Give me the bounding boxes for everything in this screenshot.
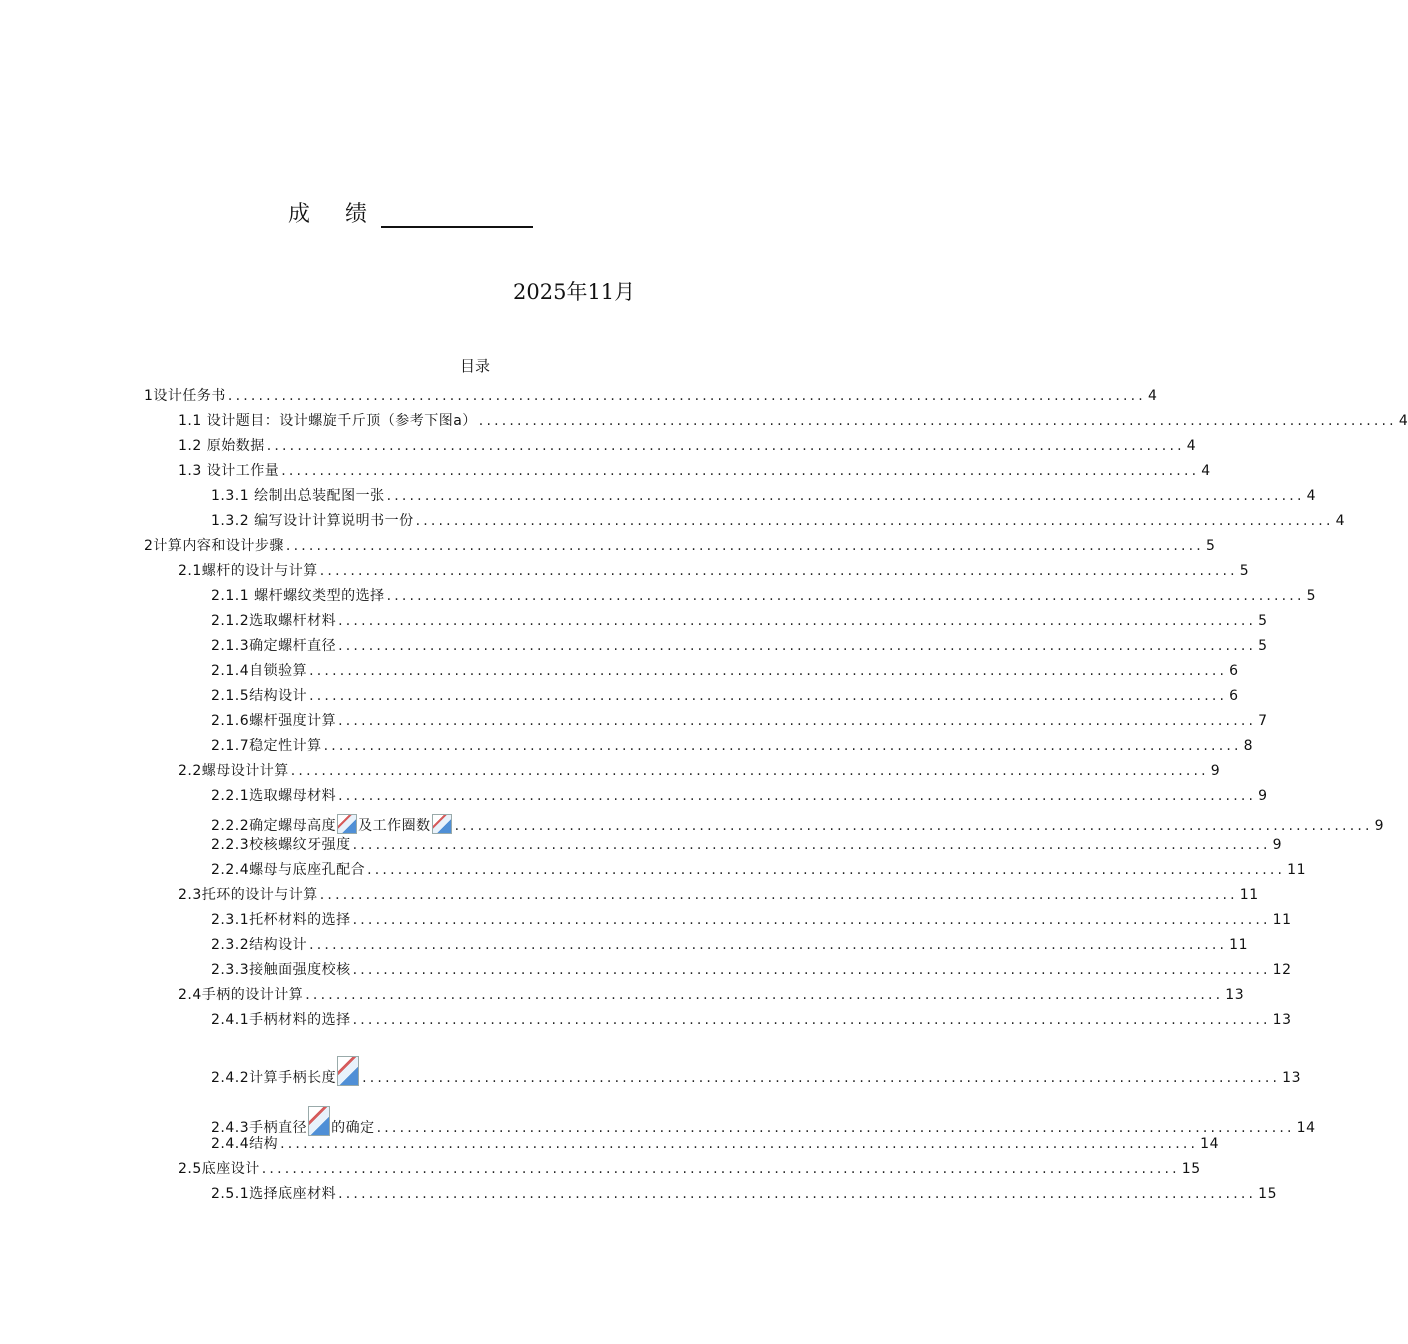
toc-entry[interactable] — [144, 537, 1216, 555]
toc-entry[interactable] — [211, 911, 1292, 929]
toc-page-number: 11 — [1287, 862, 1306, 878]
toc-entry[interactable] — [178, 437, 1197, 455]
toc-entry[interactable] — [211, 587, 1317, 605]
toc-entry[interactable] — [211, 1106, 1316, 1137]
toc-page-number: 4 — [1186, 438, 1197, 454]
toc-page-number: 4 — [1201, 463, 1211, 479]
toc-leader-dots: ........................................................................................................................ — [261, 1161, 1180, 1177]
toc-entry[interactable] — [178, 1160, 1201, 1178]
toc-leader-dots: ........................................................................................................................ — [367, 862, 1286, 878]
toc-entry[interactable] — [211, 814, 1385, 835]
grade-field — [288, 197, 533, 228]
toc-entry[interactable] — [178, 986, 1245, 1004]
toc-page-number: 13 — [1272, 1012, 1292, 1028]
toc-entry[interactable] — [211, 687, 1239, 705]
toc-page-number: 7 — [1258, 713, 1268, 729]
toc-page-number: 5 — [1239, 563, 1250, 579]
toc-entry-text: 2.1.3确定螺杆直径 — [211, 638, 337, 654]
toc-page-number: 13 — [1282, 1070, 1301, 1086]
toc-entry-text: 2.1.7稳定性计算 — [211, 738, 322, 754]
toc-page-number: 4 — [1398, 413, 1408, 429]
toc-leader-dots: ........................................................................................................................ — [478, 413, 1397, 429]
formula-image-icon — [337, 814, 357, 834]
toc-leader-dots: ........................................................................................................................ — [227, 388, 1146, 404]
toc-entry-text — [211, 1106, 375, 1137]
toc-entry[interactable] — [211, 787, 1268, 805]
toc-page-number: 15 — [1258, 1186, 1277, 1202]
toc-page-number: 14 — [1200, 1136, 1219, 1152]
toc-entry-text: 2.4.4结构 — [211, 1136, 279, 1152]
toc-entry-text: 1.2 原始数据 — [178, 438, 265, 454]
toc-leader-dots: ........................................................................................................................ — [280, 1136, 1199, 1152]
toc-entry-text: 1.3.2 编写设计计算说明书一份 — [211, 513, 414, 529]
toc-leader-dots: ........................................................................................................................ — [281, 463, 1200, 479]
toc-leader-dots: ........................................................................................................................ — [323, 738, 1242, 754]
toc-page-number: 6 — [1229, 688, 1239, 704]
toc-entry[interactable] — [178, 562, 1250, 580]
toc-entry[interactable] — [211, 487, 1317, 505]
toc-entry-text: 2.5底座设计 — [178, 1161, 260, 1177]
toc-entry[interactable] — [178, 412, 1408, 430]
toc-entry-text: 2.4.1手柄材料的选择 — [211, 1012, 351, 1028]
toc-entry[interactable] — [211, 1056, 1301, 1087]
toc-entry[interactable] — [211, 737, 1254, 755]
toc-entry-text: 1.3.1 绘制出总装配图一张 — [211, 488, 385, 504]
toc-leader-dots: ........................................................................................................................ — [362, 1070, 1281, 1086]
toc-leader-dots: ........................................................................................................................ — [338, 788, 1257, 804]
toc-entry[interactable] — [211, 637, 1268, 655]
toc-entry[interactable] — [211, 662, 1239, 680]
toc-leader-dots: ........................................................................................................................ — [352, 837, 1271, 853]
toc-page-number: 5 — [1205, 538, 1216, 554]
toc-entry-text-part: 2.2.2确定螺母高度 — [211, 818, 337, 834]
toc-entry-text: 2.2.4螺母与底座孔配合 — [211, 862, 366, 878]
toc-page-number: 14 — [1296, 1120, 1316, 1136]
toc-entry[interactable] — [211, 936, 1248, 954]
toc-leader-dots: ........................................................................................................................ — [386, 488, 1305, 504]
grade-blank-line — [381, 202, 533, 228]
toc-entry[interactable] — [178, 762, 1221, 780]
toc-entry-text: 2.2.1选取螺母材料 — [211, 788, 337, 804]
toc-page-number: 5 — [1258, 638, 1268, 654]
toc-entry[interactable] — [211, 1185, 1277, 1203]
toc-leader-dots: ........................................................................................................................ — [290, 763, 1209, 779]
toc-entry-text-part: 2.4.2计算手柄长度 — [211, 1070, 337, 1086]
toc-entry-text: 2.1.2选取螺杆材料 — [211, 613, 337, 629]
toc-entry-text: 1.1 设计题目：设计螺旋千斤顶（参考下图a） — [178, 413, 477, 429]
toc-entry[interactable] — [178, 886, 1259, 904]
toc-page-number: 9 — [1374, 818, 1385, 834]
toc-page-number: 5 — [1306, 588, 1317, 604]
toc-entry-text: 2.1.5结构设计 — [211, 688, 308, 704]
toc-entry[interactable] — [144, 387, 1158, 405]
toc-entry-text: 2.2螺母设计计算 — [178, 763, 289, 779]
toc-leader-dots: ........................................................................................................................ — [266, 438, 1185, 454]
toc-title: 目录 — [459, 357, 490, 375]
toc-entry[interactable] — [178, 462, 1211, 480]
toc-leader-dots: ........................................................................................................................ — [319, 563, 1238, 579]
toc-entry-text: 2.3.2结构设计 — [211, 937, 308, 953]
toc-entry-text — [211, 814, 453, 835]
toc-page-number: 5 — [1258, 613, 1268, 629]
toc-page-number: 11 — [1239, 887, 1259, 903]
toc-page-number: 12 — [1272, 962, 1292, 978]
toc-page-number: 4 — [1147, 388, 1158, 404]
toc-entry[interactable] — [211, 1135, 1219, 1153]
toc-entry[interactable] — [211, 612, 1268, 630]
formula-image-icon — [337, 1056, 359, 1086]
toc-page-number: 6 — [1229, 663, 1239, 679]
toc-entry-text: 2.3.3接触面强度校核 — [211, 962, 351, 978]
toc-entry[interactable] — [211, 961, 1292, 979]
toc-entry-text: 2.2.3校核螺纹牙强度 — [211, 837, 351, 853]
toc-page-number: 4 — [1335, 513, 1346, 529]
toc-entry-text: 2.4手柄的设计计算 — [178, 987, 304, 1003]
toc-leader-dots: ........................................................................................................................ — [309, 688, 1228, 704]
toc-leader-dots: ........................................................................................................................ — [319, 887, 1238, 903]
toc-leader-dots: ........................................................................................................................ — [454, 818, 1373, 834]
toc-leader-dots: ........................................................................................................................ — [338, 713, 1257, 729]
formula-image-icon — [308, 1106, 330, 1136]
toc-page-number: 11 — [1229, 937, 1248, 953]
toc-entry[interactable] — [211, 836, 1283, 854]
toc-page-number: 13 — [1225, 987, 1245, 1003]
toc-leader-dots: ........................................................................................................................ — [338, 1186, 1257, 1202]
toc-entry-text: 1设计任务书 — [144, 388, 226, 404]
toc-entry-text-part: 的确定 — [331, 1120, 375, 1136]
toc-entry-text-part: 2.4.3手柄直径 — [211, 1120, 308, 1136]
cover-date: 2025年11月 — [513, 280, 636, 304]
toc-entry-text: 2.1.6螺杆强度计算 — [211, 713, 337, 729]
toc-page-number: 8 — [1243, 738, 1254, 754]
toc-entry-text — [211, 1056, 360, 1087]
toc-entry-text: 2计算内容和设计步骤 — [144, 538, 284, 554]
toc-leader-dots: ........................................................................................................................ — [352, 1012, 1271, 1028]
toc-entry-text: 1.3 设计工作量 — [178, 463, 280, 479]
grade-label: 成 绩 — [288, 202, 381, 227]
toc-entry[interactable] — [211, 512, 1346, 530]
toc-entry-text: 2.3.1托杯材料的选择 — [211, 912, 351, 928]
toc-leader-dots: ........................................................................................................................ — [386, 588, 1305, 604]
toc-entry-text: 2.1螺杆的设计与计算 — [178, 563, 318, 579]
toc-leader-dots: ........................................................................................................................ — [338, 613, 1257, 629]
toc-leader-dots: ........................................................................................................................ — [338, 638, 1257, 654]
toc-leader-dots: ........................................................................................................................ — [352, 962, 1271, 978]
toc-entry-text: 2.1.4自锁验算 — [211, 663, 308, 679]
toc-leader-dots: ........................................................................................................................ — [376, 1120, 1295, 1136]
formula-image-icon — [432, 814, 452, 834]
toc-leader-dots: ........................................................................................................................ — [352, 912, 1271, 928]
toc-entry-text: 2.5.1选择底座材料 — [211, 1186, 337, 1202]
toc-leader-dots: ........................................................................................................................ — [415, 513, 1334, 529]
toc-page-number: 9 — [1210, 763, 1221, 779]
toc-page-number: 9 — [1258, 788, 1268, 804]
toc-leader-dots: ........................................................................................................................ — [285, 538, 1204, 554]
toc-entry[interactable] — [211, 861, 1306, 879]
toc-page-number: 4 — [1306, 488, 1317, 504]
toc-leader-dots: ........................................................................................................................ — [305, 987, 1224, 1003]
toc-entry-text-part: 及工作圈数 — [358, 818, 431, 834]
toc-entry-text: 2.3托环的设计与计算 — [178, 887, 318, 903]
toc-page-number: 9 — [1272, 837, 1283, 853]
toc-entry-text: 2.1.1 螺杆螺纹类型的选择 — [211, 588, 385, 604]
toc-leader-dots: ........................................................................................................................ — [309, 663, 1228, 679]
toc-entry[interactable] — [211, 1011, 1292, 1029]
toc-leader-dots: ........................................................................................................................ — [309, 937, 1228, 953]
toc-page-number: 15 — [1181, 1161, 1201, 1177]
toc-entry[interactable] — [211, 712, 1268, 730]
toc-page-number: 11 — [1272, 912, 1292, 928]
